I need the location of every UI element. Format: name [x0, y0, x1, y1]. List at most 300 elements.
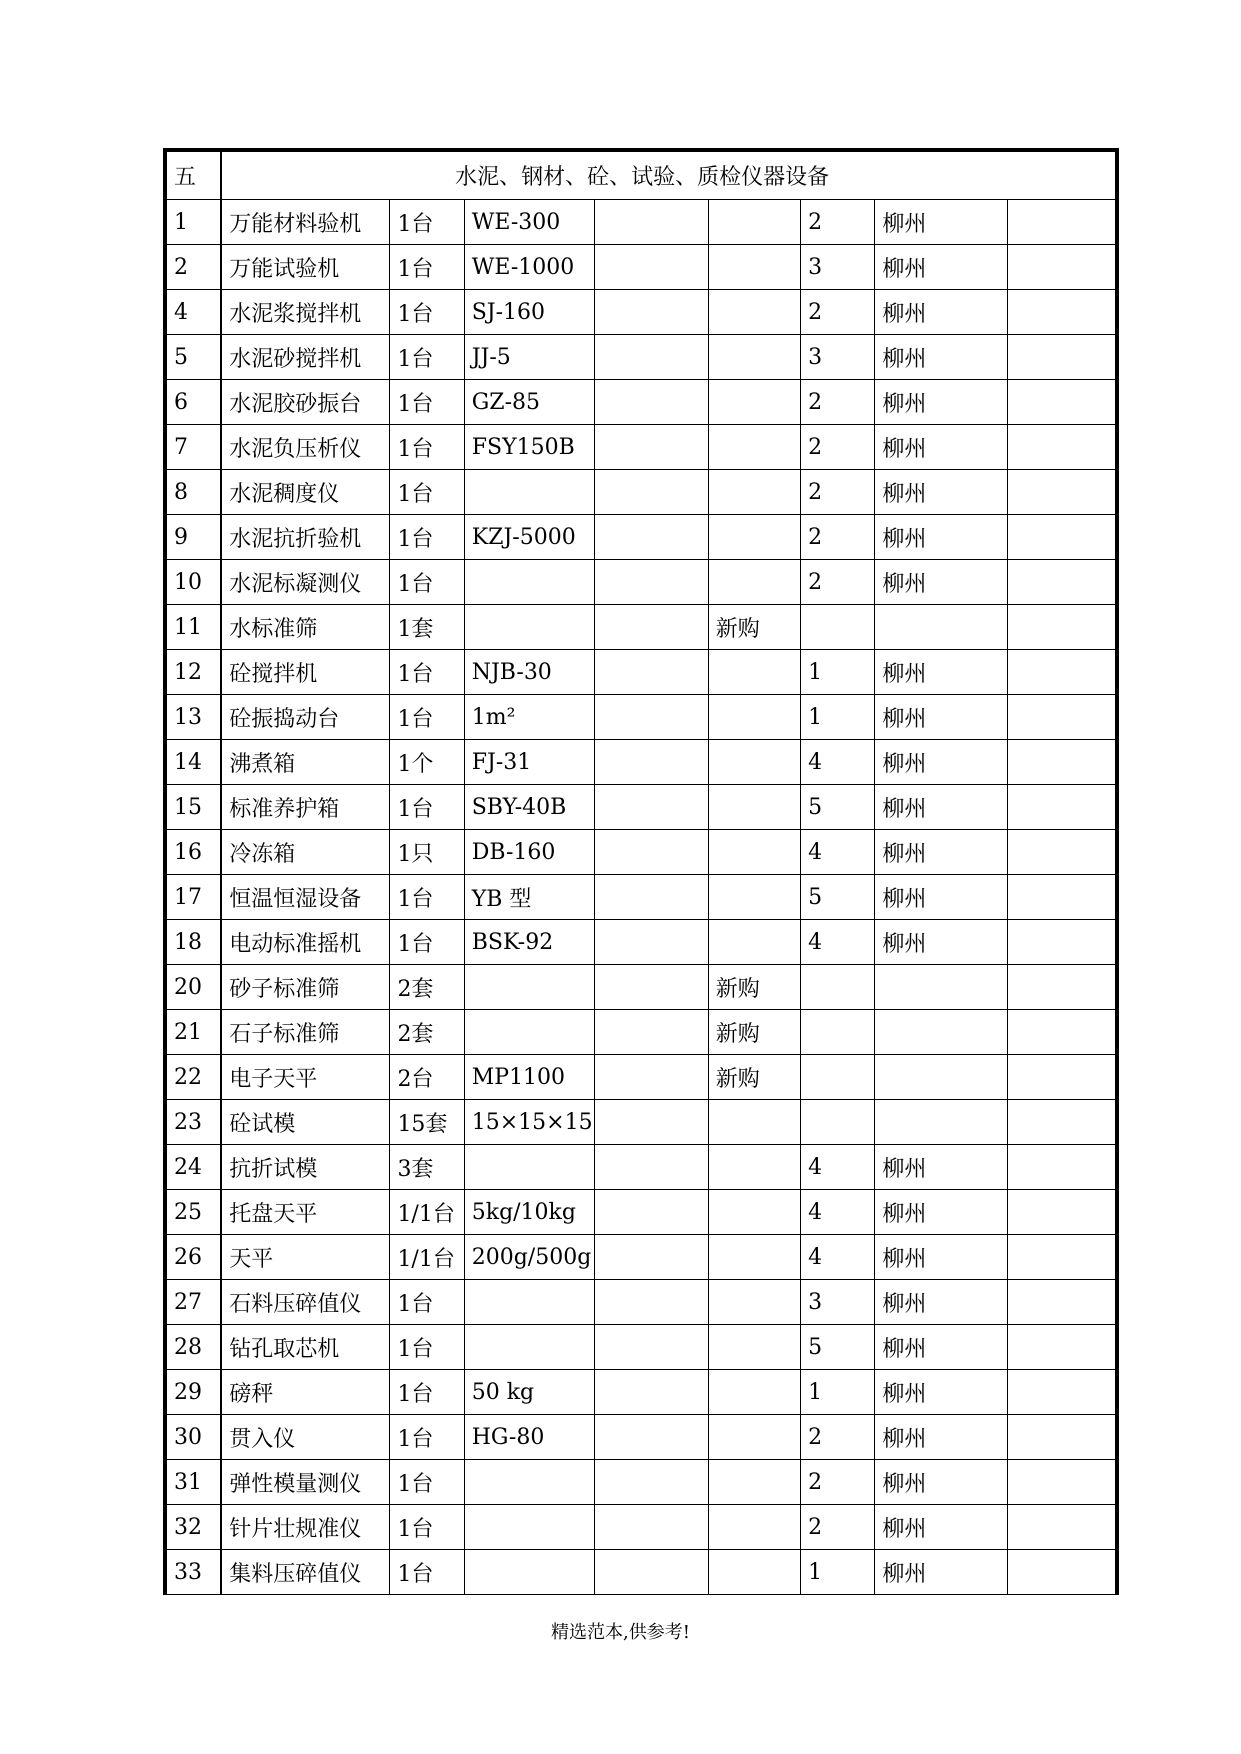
row-number-cell: 32	[165, 1505, 221, 1550]
model-cell	[464, 1010, 595, 1055]
quantity-cell: 1台	[390, 1280, 464, 1325]
table-row	[165, 425, 1117, 470]
count-cell: 3	[801, 335, 875, 380]
remark-cell	[1007, 965, 1117, 1010]
quantity-cell: 1台	[390, 1460, 464, 1505]
remark-cell	[1007, 1505, 1117, 1550]
note-cell	[708, 1460, 800, 1505]
blank-cell	[595, 515, 708, 560]
note-cell: 新购	[708, 965, 800, 1010]
model-cell	[464, 470, 595, 515]
blank-cell	[595, 1100, 708, 1145]
model-cell: MP1100	[464, 1055, 595, 1100]
row-number-cell: 29	[165, 1370, 221, 1415]
equipment-name-cell: 电动标准摇机	[221, 920, 390, 965]
model-cell: KZJ-5000	[464, 515, 595, 560]
table-row	[165, 1190, 1117, 1235]
note-cell	[708, 1370, 800, 1415]
note-cell	[708, 740, 800, 785]
quantity-cell: 1台	[390, 875, 464, 920]
model-cell: DB-160	[464, 830, 595, 875]
count-cell: 2	[801, 200, 875, 245]
blank-cell	[595, 965, 708, 1010]
equipment-name-cell: 水泥稠度仪	[221, 470, 390, 515]
row-number-cell: 4	[165, 290, 221, 335]
remark-cell	[1007, 920, 1117, 965]
footer-note: 精选范本,供参考!	[551, 1622, 690, 1643]
remark-cell	[1007, 1550, 1117, 1595]
quantity-cell: 1台	[390, 1505, 464, 1550]
blank-cell	[595, 1190, 708, 1235]
equipment-name-cell: 钻孔取芯机	[221, 1325, 390, 1370]
row-number-cell: 16	[165, 830, 221, 875]
quantity-cell: 1台	[390, 335, 464, 380]
quantity-cell: 1台	[390, 560, 464, 605]
location-cell: 柳州	[875, 785, 1008, 830]
table-row	[165, 200, 1117, 245]
count-cell: 2	[801, 290, 875, 335]
count-cell: 2	[801, 1415, 875, 1460]
model-cell	[464, 605, 595, 650]
quantity-cell: 1台	[390, 470, 464, 515]
model-cell	[464, 1145, 595, 1190]
model-cell: HG-80	[464, 1415, 595, 1460]
table-row	[165, 380, 1117, 425]
row-number-cell: 1	[165, 200, 221, 245]
note-cell	[708, 875, 800, 920]
equipment-name-cell: 恒温恒湿设备	[221, 875, 390, 920]
row-number-cell: 20	[165, 965, 221, 1010]
section-header-row	[165, 150, 1117, 200]
equipment-name-cell: 天平	[221, 1235, 390, 1280]
note-cell	[708, 650, 800, 695]
blank-cell	[595, 200, 708, 245]
model-cell: 200g/500g	[464, 1235, 595, 1280]
model-cell: GZ-85	[464, 380, 595, 425]
note-cell	[708, 1415, 800, 1460]
model-cell: JJ-5	[464, 335, 595, 380]
remark-cell	[1007, 1190, 1117, 1235]
row-number-cell: 17	[165, 875, 221, 920]
note-cell: 新购	[708, 1055, 800, 1100]
row-number-cell: 24	[165, 1145, 221, 1190]
quantity-cell: 1台	[390, 1550, 464, 1595]
equipment-name-cell: 弹性模量测仪	[221, 1460, 390, 1505]
quantity-cell: 1台	[390, 200, 464, 245]
model-cell: 50 kg	[464, 1370, 595, 1415]
table-row	[165, 1055, 1117, 1100]
remark-cell	[1007, 425, 1117, 470]
location-cell: 柳州	[875, 425, 1008, 470]
row-number-cell: 5	[165, 335, 221, 380]
location-cell: 柳州	[875, 920, 1008, 965]
count-cell	[801, 605, 875, 650]
count-cell: 2	[801, 470, 875, 515]
remark-cell	[1007, 1325, 1117, 1370]
remark-cell	[1007, 605, 1117, 650]
remark-cell	[1007, 200, 1117, 245]
table-row	[165, 875, 1117, 920]
remark-cell	[1007, 740, 1117, 785]
count-cell: 1	[801, 1370, 875, 1415]
table-row	[165, 560, 1117, 605]
location-cell: 柳州	[875, 1370, 1008, 1415]
row-number-cell: 33	[165, 1550, 221, 1595]
equipment-name-cell: 石料压碎值仪	[221, 1280, 390, 1325]
equipment-name-cell: 抗折试模	[221, 1145, 390, 1190]
equipment-name-cell: 砼搅拌机	[221, 650, 390, 695]
location-cell: 柳州	[875, 740, 1008, 785]
blank-cell	[595, 920, 708, 965]
model-cell: 15×15×15	[464, 1100, 595, 1145]
quantity-cell: 3套	[390, 1145, 464, 1190]
location-cell	[875, 1010, 1008, 1055]
equipment-name-cell: 水泥浆搅拌机	[221, 290, 390, 335]
count-cell: 2	[801, 1460, 875, 1505]
quantity-cell: 1台	[390, 245, 464, 290]
blank-cell	[595, 740, 708, 785]
note-cell	[708, 1550, 800, 1595]
location-cell: 柳州	[875, 1460, 1008, 1505]
equipment-name-cell: 万能试验机	[221, 245, 390, 290]
location-cell: 柳州	[875, 560, 1008, 605]
quantity-cell: 1台	[390, 515, 464, 560]
location-cell: 柳州	[875, 650, 1008, 695]
remark-cell	[1007, 1145, 1117, 1190]
quantity-cell: 2套	[390, 965, 464, 1010]
equipment-name-cell: 水泥负压析仪	[221, 425, 390, 470]
remark-cell	[1007, 290, 1117, 335]
quantity-cell: 2台	[390, 1055, 464, 1100]
table-row	[165, 1235, 1117, 1280]
table-row	[165, 515, 1117, 560]
table-row	[165, 1460, 1117, 1505]
blank-cell	[595, 1235, 708, 1280]
equipment-name-cell: 冷冻箱	[221, 830, 390, 875]
blank-cell	[595, 425, 708, 470]
table-row	[165, 830, 1117, 875]
equipment-name-cell: 水泥砂搅拌机	[221, 335, 390, 380]
count-cell: 3	[801, 245, 875, 290]
row-number-cell: 28	[165, 1325, 221, 1370]
blank-cell	[595, 245, 708, 290]
equipment-table	[163, 148, 1119, 1595]
location-cell: 柳州	[875, 1280, 1008, 1325]
blank-cell	[595, 1550, 708, 1595]
count-cell: 4	[801, 920, 875, 965]
row-number-cell: 11	[165, 605, 221, 650]
equipment-name-cell: 针片壮规准仪	[221, 1505, 390, 1550]
equipment-name-cell: 水泥标凝测仪	[221, 560, 390, 605]
section-number: 五	[165, 150, 221, 200]
blank-cell	[595, 695, 708, 740]
table-row	[165, 1100, 1117, 1145]
equipment-name-cell: 托盘天平	[221, 1190, 390, 1235]
count-cell: 5	[801, 875, 875, 920]
location-cell: 柳州	[875, 875, 1008, 920]
table-row	[165, 470, 1117, 515]
model-cell	[464, 965, 595, 1010]
count-cell: 5	[801, 785, 875, 830]
equipment-name-cell: 集料压碎值仪	[221, 1550, 390, 1595]
row-number-cell: 13	[165, 695, 221, 740]
table-row	[165, 1505, 1117, 1550]
remark-cell	[1007, 1235, 1117, 1280]
quantity-cell: 1/1台	[390, 1190, 464, 1235]
quantity-cell: 1个	[390, 740, 464, 785]
note-cell	[708, 1190, 800, 1235]
table-row	[165, 695, 1117, 740]
equipment-name-cell: 贯入仪	[221, 1415, 390, 1460]
note-cell	[708, 200, 800, 245]
model-cell: FJ-31	[464, 740, 595, 785]
equipment-name-cell: 水泥抗折验机	[221, 515, 390, 560]
table-row	[165, 1280, 1117, 1325]
quantity-cell: 1台	[390, 695, 464, 740]
quantity-cell: 1台	[390, 785, 464, 830]
note-cell: 新购	[708, 605, 800, 650]
note-cell	[708, 245, 800, 290]
row-number-cell: 27	[165, 1280, 221, 1325]
note-cell	[708, 1235, 800, 1280]
model-cell: WE-300	[464, 200, 595, 245]
location-cell: 柳州	[875, 335, 1008, 380]
model-cell: YB 型	[464, 875, 595, 920]
blank-cell	[595, 1010, 708, 1055]
table-row	[165, 1415, 1117, 1460]
remark-cell	[1007, 1010, 1117, 1055]
equipment-name-cell: 砂子标准筛	[221, 965, 390, 1010]
model-cell: SBY-40B	[464, 785, 595, 830]
equipment-name-cell: 标准养护箱	[221, 785, 390, 830]
row-number-cell: 9	[165, 515, 221, 560]
note-cell	[708, 830, 800, 875]
row-number-cell: 8	[165, 470, 221, 515]
blank-cell	[595, 1460, 708, 1505]
remark-cell	[1007, 1370, 1117, 1415]
model-cell	[464, 1325, 595, 1370]
row-number-cell: 21	[165, 1010, 221, 1055]
location-cell	[875, 1100, 1008, 1145]
remark-cell	[1007, 470, 1117, 515]
table-row	[165, 740, 1117, 785]
row-number-cell: 7	[165, 425, 221, 470]
quantity-cell: 1只	[390, 830, 464, 875]
equipment-name-cell: 砼试模	[221, 1100, 390, 1145]
blank-cell	[595, 1280, 708, 1325]
remark-cell	[1007, 380, 1117, 425]
location-cell: 柳州	[875, 1235, 1008, 1280]
model-cell: 1m²	[464, 695, 595, 740]
count-cell: 2	[801, 515, 875, 560]
quantity-cell: 1台	[390, 920, 464, 965]
row-number-cell: 25	[165, 1190, 221, 1235]
equipment-name-cell: 磅秤	[221, 1370, 390, 1415]
blank-cell	[595, 650, 708, 695]
note-cell	[708, 560, 800, 605]
note-cell	[708, 695, 800, 740]
note-cell	[708, 785, 800, 830]
count-cell: 5	[801, 1325, 875, 1370]
model-cell	[464, 1550, 595, 1595]
table-row	[165, 1550, 1117, 1595]
note-cell	[708, 290, 800, 335]
count-cell	[801, 1010, 875, 1055]
quantity-cell: 1台	[390, 290, 464, 335]
remark-cell	[1007, 785, 1117, 830]
remark-cell	[1007, 515, 1117, 560]
location-cell	[875, 605, 1008, 650]
table-row	[165, 605, 1117, 650]
count-cell: 4	[801, 830, 875, 875]
equipment-name-cell: 水标准筛	[221, 605, 390, 650]
location-cell: 柳州	[875, 695, 1008, 740]
model-cell	[464, 1505, 595, 1550]
remark-cell	[1007, 560, 1117, 605]
count-cell	[801, 965, 875, 1010]
blank-cell	[595, 1055, 708, 1100]
row-number-cell: 26	[165, 1235, 221, 1280]
remark-cell	[1007, 1415, 1117, 1460]
quantity-cell: 1台	[390, 1325, 464, 1370]
location-cell: 柳州	[875, 200, 1008, 245]
blank-cell	[595, 605, 708, 650]
equipment-name-cell: 水泥胶砂振台	[221, 380, 390, 425]
quantity-cell: 1台	[390, 1370, 464, 1415]
equipment-name-cell: 万能材料验机	[221, 200, 390, 245]
quantity-cell: 15套	[390, 1100, 464, 1145]
count-cell: 2	[801, 560, 875, 605]
note-cell	[708, 380, 800, 425]
location-cell: 柳州	[875, 470, 1008, 515]
quantity-cell: 1套	[390, 605, 464, 650]
blank-cell	[595, 1325, 708, 1370]
remark-cell	[1007, 1280, 1117, 1325]
note-cell	[708, 1280, 800, 1325]
quantity-cell: 1台	[390, 380, 464, 425]
count-cell: 4	[801, 1235, 875, 1280]
quantity-cell: 1/1台	[390, 1235, 464, 1280]
note-cell	[708, 335, 800, 380]
location-cell: 柳州	[875, 515, 1008, 560]
location-cell	[875, 1055, 1008, 1100]
count-cell: 4	[801, 740, 875, 785]
location-cell: 柳州	[875, 245, 1008, 290]
location-cell: 柳州	[875, 1550, 1008, 1595]
row-number-cell: 6	[165, 380, 221, 425]
row-number-cell: 12	[165, 650, 221, 695]
blank-cell	[595, 470, 708, 515]
row-number-cell: 14	[165, 740, 221, 785]
location-cell: 柳州	[875, 380, 1008, 425]
remark-cell	[1007, 1460, 1117, 1505]
model-cell: WE-1000	[464, 245, 595, 290]
count-cell: 2	[801, 425, 875, 470]
blank-cell	[595, 830, 708, 875]
blank-cell	[595, 785, 708, 830]
table-row	[165, 335, 1117, 380]
quantity-cell: 1台	[390, 650, 464, 695]
table-row	[165, 1370, 1117, 1415]
count-cell: 2	[801, 1505, 875, 1550]
row-number-cell: 2	[165, 245, 221, 290]
remark-cell	[1007, 1100, 1117, 1145]
blank-cell	[595, 335, 708, 380]
count-cell: 1	[801, 695, 875, 740]
note-cell	[708, 920, 800, 965]
count-cell	[801, 1100, 875, 1145]
table-row	[165, 965, 1117, 1010]
model-cell: 5kg/10kg	[464, 1190, 595, 1235]
section-title: 水泥、钢材、砼、试验、质检仪器设备	[221, 150, 1117, 200]
count-cell: 1	[801, 1550, 875, 1595]
blank-cell	[595, 875, 708, 920]
table-row	[165, 1145, 1117, 1190]
row-number-cell: 31	[165, 1460, 221, 1505]
count-cell: 4	[801, 1145, 875, 1190]
row-number-cell: 18	[165, 920, 221, 965]
count-cell: 1	[801, 650, 875, 695]
count-cell: 2	[801, 380, 875, 425]
row-number-cell: 23	[165, 1100, 221, 1145]
count-cell	[801, 1055, 875, 1100]
blank-cell	[595, 560, 708, 605]
table-row	[165, 245, 1117, 290]
location-cell	[875, 965, 1008, 1010]
blank-cell	[595, 1145, 708, 1190]
location-cell: 柳州	[875, 1190, 1008, 1235]
count-cell: 4	[801, 1190, 875, 1235]
location-cell: 柳州	[875, 1325, 1008, 1370]
table-row	[165, 650, 1117, 695]
location-cell: 柳州	[875, 830, 1008, 875]
note-cell	[708, 1325, 800, 1370]
note-cell	[708, 1145, 800, 1190]
blank-cell	[595, 290, 708, 335]
equipment-name-cell: 砼振捣动台	[221, 695, 390, 740]
blank-cell	[595, 380, 708, 425]
note-cell: 新购	[708, 1010, 800, 1055]
model-cell	[464, 560, 595, 605]
model-cell	[464, 1460, 595, 1505]
table-row	[165, 1010, 1117, 1055]
table-row	[165, 290, 1117, 335]
model-cell	[464, 1280, 595, 1325]
model-cell: NJB-30	[464, 650, 595, 695]
remark-cell	[1007, 830, 1117, 875]
quantity-cell: 2套	[390, 1010, 464, 1055]
remark-cell	[1007, 245, 1117, 290]
row-number-cell: 10	[165, 560, 221, 605]
note-cell	[708, 425, 800, 470]
equipment-name-cell: 沸煮箱	[221, 740, 390, 785]
remark-cell	[1007, 695, 1117, 740]
remark-cell	[1007, 650, 1117, 695]
remark-cell	[1007, 335, 1117, 380]
location-cell: 柳州	[875, 1415, 1008, 1460]
note-cell	[708, 470, 800, 515]
quantity-cell: 1台	[390, 425, 464, 470]
model-cell: BSK-92	[464, 920, 595, 965]
remark-cell	[1007, 875, 1117, 920]
note-cell	[708, 515, 800, 560]
quantity-cell: 1台	[390, 1415, 464, 1460]
blank-cell	[595, 1370, 708, 1415]
row-number-cell: 22	[165, 1055, 221, 1100]
model-cell: FSY150B	[464, 425, 595, 470]
location-cell: 柳州	[875, 1145, 1008, 1190]
location-cell: 柳州	[875, 1505, 1008, 1550]
